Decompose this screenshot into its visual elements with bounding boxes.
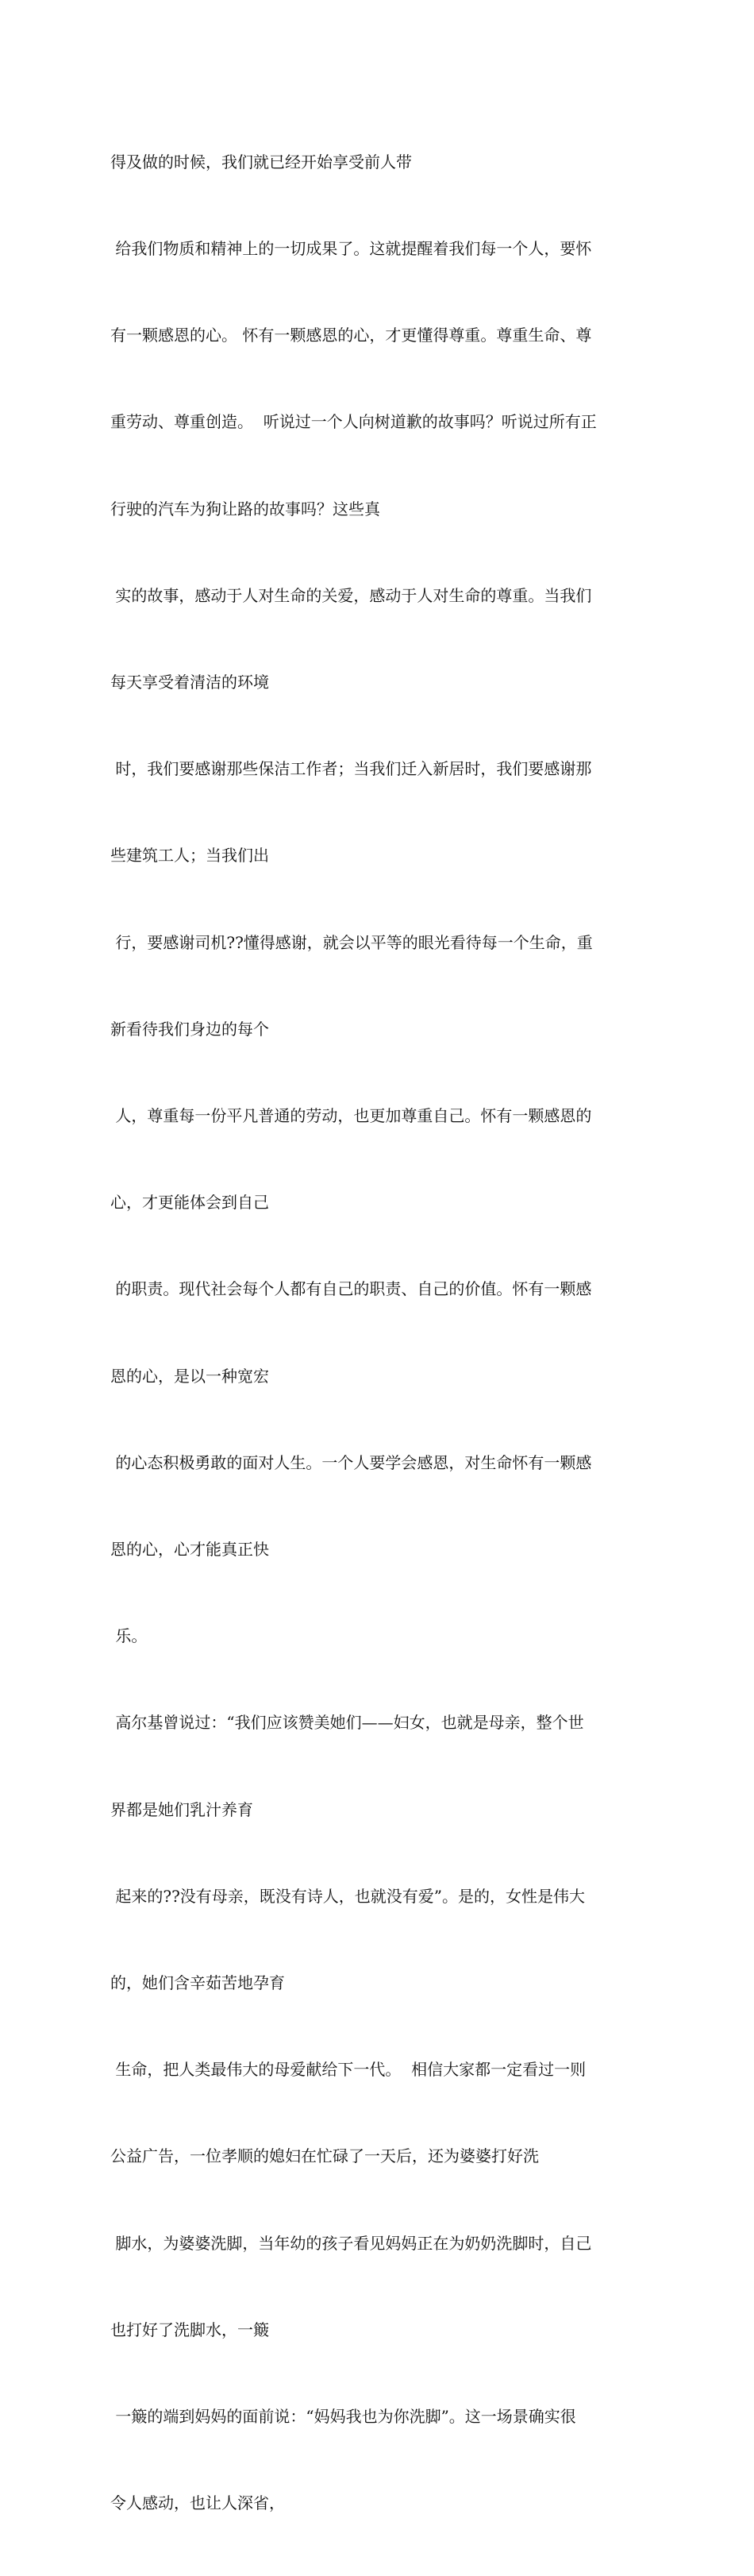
text-line: 恩的心，心才能真正快 [110,1540,269,1560]
text-line: 新看待我们身边的每个 [110,1019,269,1039]
text-line: 也打好了洗脚水，一簸 [110,2320,269,2339]
text-line: 些建筑工人；当我们出 [110,846,269,866]
text-line: 乐。 [110,1626,148,1646]
text-line: 高尔基曾说过：“我们应该赞美她们——妇女，也就是母亲，整个世 [110,1713,584,1733]
text-line: 的职责。现代社会每个人都有自己的职责、自己的价值。怀有一颗感 [110,1279,592,1299]
text-line: 的心态积极勇敢的面对人生。一个人要学会感恩，对生命怀有一颗感 [110,1452,592,1472]
text-line: 心，才更能体会到自己 [110,1193,269,1213]
text-line: 公益广告，一位孝顺的媳妇在忙碌了一天后，还为婆婆打好洗 [110,2146,539,2166]
text-line: 行驶的汽车为狗让路的故事吗？这些真 [110,499,380,519]
text-line: 得及做的时候，我们就已经开始享受前人带 [110,152,412,172]
text-line: 一簸的端到妈妈的面前说：“妈妈我也为你洗脚”。这一场景确实很 [110,2407,576,2427]
text-line: 人，尊重每一份平凡普通的劳动，也更加尊重自己。怀有一颗感恩的 [110,1106,592,1126]
text-line: 生命，把人类最伟大的母爱献给下一代。 相信大家都一定看过一则 [110,2060,587,2080]
text-line: 每天享受着清洁的环境 [110,673,269,692]
text-line: 重劳动、尊重创造。 听说过一个人向树道歉的故事吗？听说过所有正 [110,412,597,432]
text-line: 有一颗感恩的心。 怀有一颗感恩的心，才更懂得尊重。尊重生命、尊 [110,326,592,345]
body-text [110,90,650,2576]
text-line: 起来的??没有母亲，既没有诗人，也就没有爱”。是的，女性是伟大 [110,1886,586,1906]
text-line: 的，她们含辛茹苦地孕育 [110,1973,285,1993]
text-line: 行，要感谢司机??懂得感谢，就会以平等的眼光看待每一个生命，重 [110,932,593,952]
text-line: 实的故事，感动于人对生命的关爱，感动于人对生命的尊重。当我们 [110,585,592,605]
text-line: 界都是她们乳汁养育 [110,1799,253,1819]
text-line: 给我们物质和精神上的一切成果了。这就提醒着我们每一个人，要怀 [110,239,592,259]
text-line: 脚水，为婆婆洗脚，当年幼的孩子看见妈妈正在为奶奶洗脚时，自己 [110,2233,592,2253]
text-line: 令人感动，也让人深省， [110,2493,285,2513]
text-line: 恩的心，是以一种宽宏 [110,1366,269,1386]
text-line: 时，我们要感谢那些保洁工作者；当我们迁入新居时，我们要感谢那 [110,759,592,779]
